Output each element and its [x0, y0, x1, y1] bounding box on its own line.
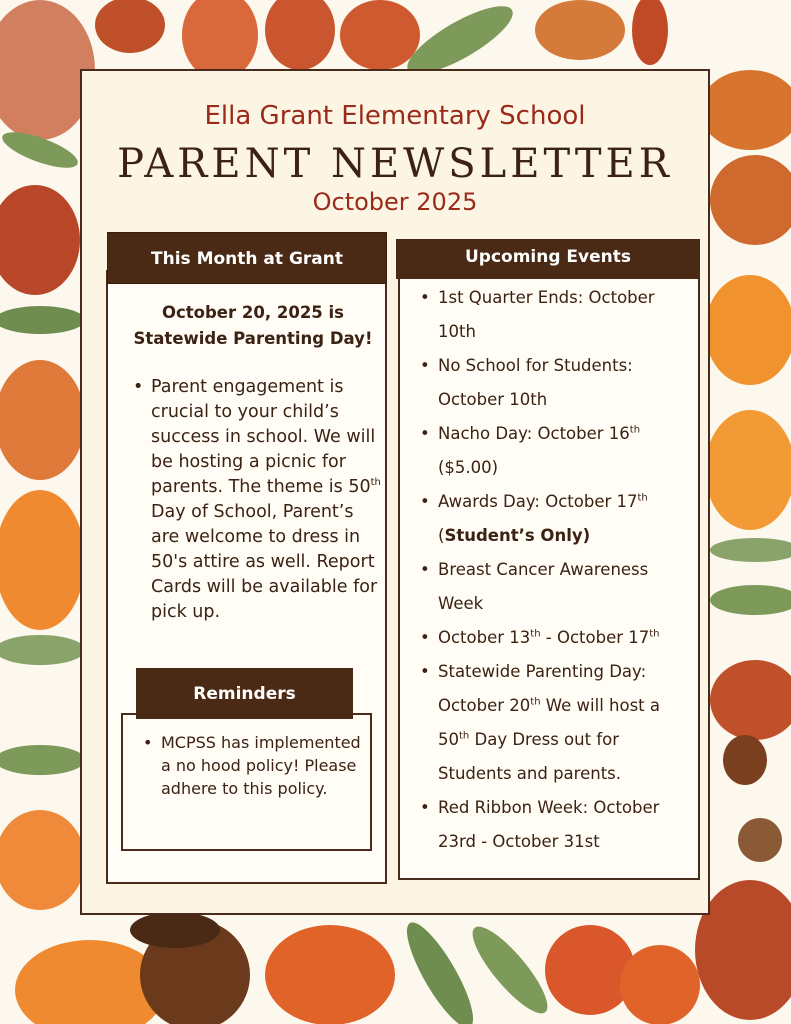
leaf-icon	[265, 925, 395, 1024]
event-text: (	[438, 526, 445, 545]
highlight-line-1: October 20, 2025 is	[161, 303, 345, 322]
leaf-icon	[0, 185, 80, 295]
superscript: th	[629, 424, 641, 436]
event-text: Statewide Parenting Day: October 20	[438, 662, 647, 715]
leaf-icon	[545, 925, 635, 1015]
leaf-icon	[182, 0, 258, 80]
leaf-icon	[710, 155, 791, 245]
leaf-icon	[710, 538, 791, 562]
list-item: • 1st Quarter Ends: October 10th	[418, 281, 693, 349]
acorn-cap-icon	[130, 912, 220, 948]
list-item: • Breast Cancer Awareness Week	[418, 553, 693, 621]
highlight-line-2: Statewide Parenting Day!	[133, 329, 373, 348]
this-month-heading: This Month at Grant	[108, 233, 386, 283]
superscript: th	[649, 628, 660, 640]
leaf-icon	[705, 275, 791, 385]
events-list	[418, 281, 693, 859]
bullet-text: Day of School, Parent’s are welcome to dress in 50's attire as well. Report Cards will be available for pick up.	[151, 502, 378, 622]
leaf-icon	[0, 635, 85, 665]
event-text: ($5.00)	[438, 458, 499, 477]
superscript: th	[459, 730, 470, 742]
leaf-icon	[700, 70, 791, 150]
leaf-icon	[0, 360, 85, 480]
leaf-icon	[0, 745, 85, 775]
leaf-icon	[0, 306, 85, 334]
list-item: • No School for Students: October 10th	[418, 349, 693, 417]
list-item	[131, 375, 387, 625]
leaf-icon	[0, 490, 85, 630]
event-text: Awards Day: October 17	[438, 492, 638, 511]
leaf-icon	[462, 918, 557, 1023]
event-text: October 13	[438, 628, 531, 647]
leaf-icon	[632, 0, 668, 65]
list-item	[418, 485, 693, 553]
leaf-icon	[0, 810, 85, 910]
leaf-icon	[620, 945, 700, 1024]
list-item: • MCPSS has implemented a no hood policy! Please adhere to this policy.	[141, 731, 366, 800]
leaf-icon	[340, 0, 420, 70]
leaf-icon	[705, 410, 791, 530]
leaf-icon	[396, 915, 484, 1024]
event-bold-text: Student’s Only)	[444, 526, 591, 545]
list-item	[418, 655, 693, 791]
superscript: th	[530, 696, 541, 708]
leaf-icon	[535, 0, 625, 60]
leaf-icon	[710, 585, 791, 615]
newsletter-title: PARENT NEWSLETTER	[117, 141, 673, 187]
events-heading: Upcoming Events	[396, 239, 700, 279]
superscript: th	[530, 628, 541, 640]
bullet-text: Parent engagement is crucial to your child’s success in school. We will be hosting a picnic for parents. The theme is 50	[151, 377, 376, 497]
list-item: • Red Ribbon Week: October 23rd - October 31st	[418, 791, 693, 859]
event-text: Day Dress out for Students and parents.	[438, 730, 622, 783]
reminders-list	[141, 731, 366, 800]
acorn-icon	[723, 735, 767, 785]
list-item	[418, 621, 693, 655]
leaf-icon	[710, 660, 791, 740]
reminders-heading: Reminders	[136, 668, 353, 719]
list-item	[418, 417, 693, 485]
superscript: th	[370, 477, 381, 489]
leaf-icon	[95, 0, 165, 53]
acorn-icon	[738, 818, 782, 862]
event-text: We will host a 50	[438, 696, 661, 749]
school-name: Ella Grant Elementary School	[204, 101, 586, 131]
this-month-list	[131, 375, 387, 625]
superscript: th	[637, 492, 648, 504]
parenting-day-highlight	[113, 300, 393, 352]
leaf-icon	[265, 0, 335, 70]
newsletter-date: October 2025	[312, 188, 478, 216]
event-text: - October 17	[540, 628, 650, 647]
event-text: Nacho Day: October 16	[438, 424, 630, 443]
